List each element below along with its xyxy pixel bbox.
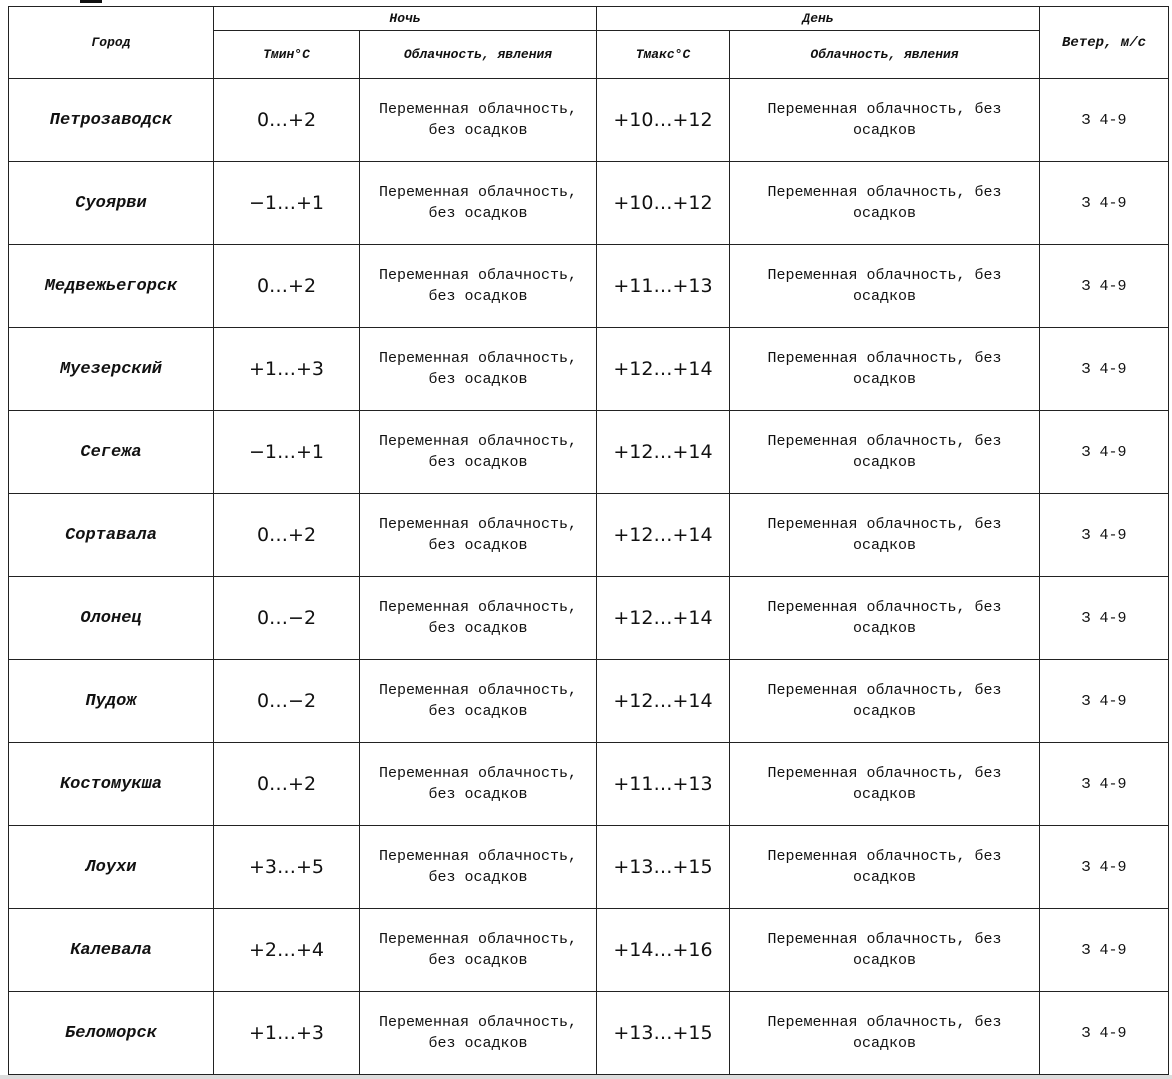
table-row xyxy=(9,826,1169,909)
day-desc-cell: Переменная облачность, без осадков xyxy=(730,79,1040,162)
wind-cell: З 4-9 xyxy=(1040,494,1169,577)
night-temp-cell: 0…+2 xyxy=(214,494,360,577)
wind-cell: З 4-9 xyxy=(1040,328,1169,411)
wind-cell: З 4-9 xyxy=(1040,826,1169,909)
city-cell: Лоухи xyxy=(9,826,214,909)
header-city: Город xyxy=(9,7,214,79)
city-cell: Сегежа xyxy=(9,411,214,494)
header-night: Ночь xyxy=(214,7,597,31)
night-temp-cell: 0…−2 xyxy=(214,660,360,743)
city-cell: Костомукша xyxy=(9,743,214,826)
table-row xyxy=(9,328,1169,411)
night-temp-cell: +3…+5 xyxy=(214,826,360,909)
day-desc-cell: Переменная облачность, без осадков xyxy=(730,245,1040,328)
day-desc-cell: Переменная облачность, без осадков xyxy=(730,162,1040,245)
day-desc-cell: Переменная облачность, без осадков xyxy=(730,826,1040,909)
city-cell: Сортавала xyxy=(9,494,214,577)
city-cell: Калевала xyxy=(9,909,214,992)
night-temp-cell: +1…+3 xyxy=(214,328,360,411)
table-row xyxy=(9,660,1169,743)
header-wind: Ветер, м/с xyxy=(1040,7,1169,79)
day-desc-cell: Переменная облачность, без осадков xyxy=(730,992,1040,1075)
night-temp-cell: +1…+3 xyxy=(214,992,360,1075)
night-desc-cell: Переменная облачность, без осадков xyxy=(360,411,597,494)
day-temp-cell: +13…+15 xyxy=(597,826,730,909)
wind-cell: З 4-9 xyxy=(1040,577,1169,660)
day-temp-cell: +14…+16 xyxy=(597,909,730,992)
header-day-clouds: Облачность, явления xyxy=(730,31,1040,79)
table-row xyxy=(9,577,1169,660)
table-row xyxy=(9,79,1169,162)
day-desc-cell: Переменная облачность, без осадков xyxy=(730,411,1040,494)
night-desc-cell: Переменная облачность, без осадков xyxy=(360,162,597,245)
night-temp-cell: −1…+1 xyxy=(214,162,360,245)
day-desc-cell: Переменная облачность, без осадков xyxy=(730,328,1040,411)
day-desc-cell: Переменная облачность, без осадков xyxy=(730,743,1040,826)
night-desc-cell: Переменная облачность, без осадков xyxy=(360,577,597,660)
table-row xyxy=(9,411,1169,494)
table-row xyxy=(9,992,1169,1075)
table-row xyxy=(9,245,1169,328)
day-temp-cell: +10…+12 xyxy=(597,162,730,245)
wind-cell: З 4-9 xyxy=(1040,992,1169,1075)
wind-cell: З 4-9 xyxy=(1040,245,1169,328)
city-cell: Беломорск xyxy=(9,992,214,1075)
day-temp-cell: +13…+15 xyxy=(597,992,730,1075)
header-day: День xyxy=(597,7,1040,31)
night-desc-cell: Переменная облачность, без осадков xyxy=(360,494,597,577)
table-row xyxy=(9,162,1169,245)
city-cell: Олонец xyxy=(9,577,214,660)
table-row xyxy=(9,494,1169,577)
table-row xyxy=(9,743,1169,826)
day-temp-cell: +12…+14 xyxy=(597,411,730,494)
wind-cell: З 4-9 xyxy=(1040,79,1169,162)
day-desc-cell: Переменная облачность, без осадков xyxy=(730,577,1040,660)
day-temp-cell: +11…+13 xyxy=(597,245,730,328)
night-temp-cell: 0…+2 xyxy=(214,245,360,328)
header-tmax: Тмакс°С xyxy=(597,31,730,79)
night-desc-cell: Переменная облачность, без осадков xyxy=(360,79,597,162)
wind-cell: З 4-9 xyxy=(1040,660,1169,743)
day-desc-cell: Переменная облачность, без осадков xyxy=(730,909,1040,992)
header-night-clouds: Облачность, явления xyxy=(360,31,597,79)
city-cell: Петрозаводск xyxy=(9,79,214,162)
wind-cell: З 4-9 xyxy=(1040,162,1169,245)
wind-cell: З 4-9 xyxy=(1040,909,1169,992)
night-desc-cell: Переменная облачность, без осадков xyxy=(360,992,597,1075)
day-temp-cell: +12…+14 xyxy=(597,660,730,743)
day-desc-cell: Переменная облачность, без осадков xyxy=(730,494,1040,577)
day-temp-cell: +12…+14 xyxy=(597,328,730,411)
city-cell: Суоярви xyxy=(9,162,214,245)
night-desc-cell: Переменная облачность, без осадков xyxy=(360,909,597,992)
night-desc-cell: Переменная облачность, без осадков xyxy=(360,743,597,826)
day-temp-cell: +12…+14 xyxy=(597,494,730,577)
day-desc-cell: Переменная облачность, без осадков xyxy=(730,660,1040,743)
night-desc-cell: Переменная облачность, без осадков xyxy=(360,660,597,743)
day-temp-cell: +10…+12 xyxy=(597,79,730,162)
night-desc-cell: Переменная облачность, без осадков xyxy=(360,328,597,411)
city-cell: Муезерский xyxy=(9,328,214,411)
night-temp-cell: +2…+4 xyxy=(214,909,360,992)
bottom-scroll-bar xyxy=(0,1075,1172,1079)
forecast-table xyxy=(8,6,1169,1075)
night-desc-cell: Переменная облачность, без осадков xyxy=(360,245,597,328)
night-temp-cell: −1…+1 xyxy=(214,411,360,494)
table-row xyxy=(9,909,1169,992)
corner-mark xyxy=(80,0,102,3)
day-temp-cell: +11…+13 xyxy=(597,743,730,826)
night-temp-cell: 0…−2 xyxy=(214,577,360,660)
night-desc-cell: Переменная облачность, без осадков xyxy=(360,826,597,909)
city-cell: Медвежьегорск xyxy=(9,245,214,328)
header-tmin: Тмин°С xyxy=(214,31,360,79)
night-temp-cell: 0…+2 xyxy=(214,79,360,162)
wind-cell: З 4-9 xyxy=(1040,411,1169,494)
day-temp-cell: +12…+14 xyxy=(597,577,730,660)
night-temp-cell: 0…+2 xyxy=(214,743,360,826)
city-cell: Пудож xyxy=(9,660,214,743)
wind-cell: З 4-9 xyxy=(1040,743,1169,826)
